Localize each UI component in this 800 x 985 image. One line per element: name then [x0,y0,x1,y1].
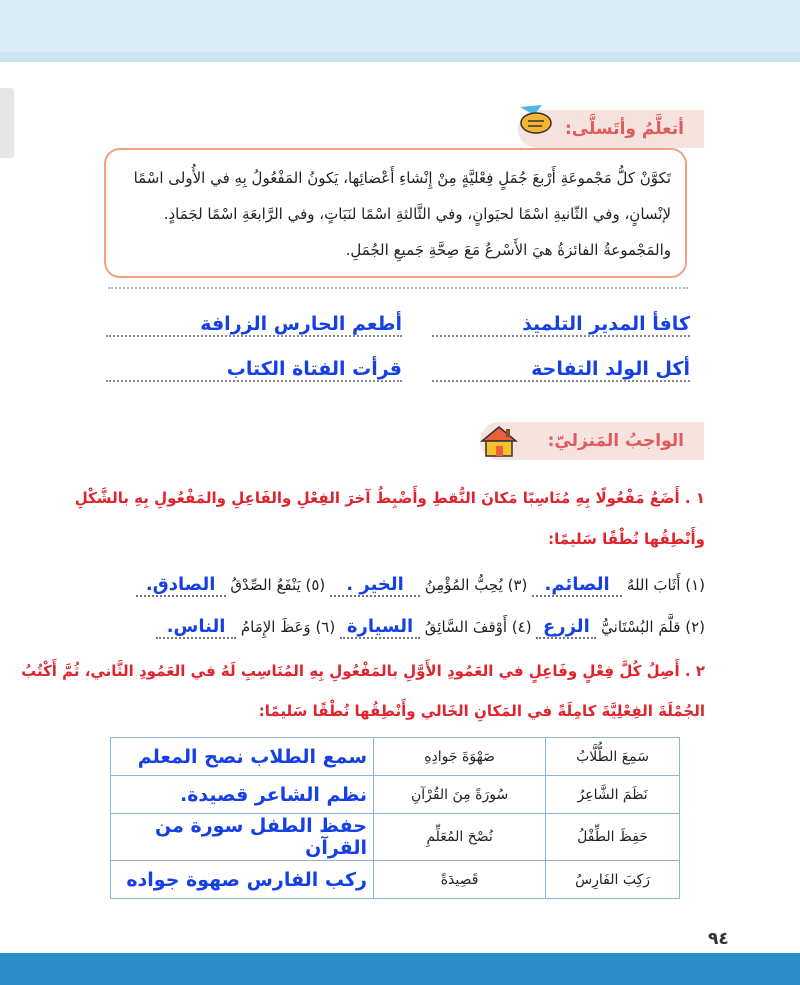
verb-cell: نَظَمَ الشَّاعِرُ [546,776,680,814]
q1-blank[interactable] [156,616,236,639]
q2-title-continued: الجُمْلَةَ الفِعْلِيَّةَ كامِلَةً في المَكانِ الخَالي وأَنْطِقُها نُطْقًا سَليمًا: [258,702,705,720]
sentence-cell[interactable] [111,814,374,861]
answer-sentence: أطعم الحارس الزرافة [200,313,402,335]
q1-prompt: (٥) يَنْفَعُ الصِّدْقُ [230,576,326,594]
answer-sentence: قرأت الفتاة الكتاب [226,358,402,380]
q1-answer: الخير . [346,574,404,595]
bottom-decorative-band [0,953,800,985]
object-cell: صَهْوَةَ جَوادِهِ [374,738,546,776]
page-edge-tab [0,88,14,158]
learn-instructions-box [104,148,687,278]
written-sentence: ركب الفارس صهوة جواده [126,868,367,891]
verb-cell: رَكِبَ الفَارِسُ [546,861,680,899]
q1-prompt: (٣) يُحِبُّ المُؤْمِنُ [424,576,528,594]
q1-blank[interactable] [536,616,596,639]
q1-blank[interactable] [532,574,622,597]
object-cell: قَصِيدَةً [374,861,546,899]
q2-title: ٢ . أَصِلُ كُلَّ فِعْلٍ وفَاعِلٍ في العَمُودِ الأَوَّلِ بالمَفْعُولِ بِهِ المُنَاسِبِ لَهُ في العَمُودِ الثَّاني، ثُمَّ أَكْتُبُ [21,662,705,680]
matching-table [110,737,680,899]
learn-text-line: والمَجْموعةُ الفائزةُ هيَ الأَسْرعُ مَعَ صِحَّةِ جَميعِ الجُمَلِ. [345,241,671,259]
written-sentence: نظم الشاعر قصيدة. [179,783,367,806]
q1-answer: الصائم. [544,574,610,595]
verb-cell: حَفِظَ الطِّفْلُ [546,814,680,861]
q1-prompt: (٦) وَعَظَ الإِمَامُ [240,618,336,636]
q1-line-2 [156,616,705,639]
q1-blank[interactable] [330,574,420,597]
learn-text-line: لإنْسانٍ، وفي الثّانيةِ اسْمًا لحيَوانٍ، وفي الثَّالثةِ اسْمًا لنَبَاتٍ، وفي الرَّابعَةِ اسْمًا لجَمَادٍ. [163,205,671,223]
q1-title: ١ . أَضَعُ مَفْعُولًا بِهِ مُنَاسِبًا مَكانَ النُّقطِ وأَضْبِطُ آخرَ الفِعْلِ والفَاعِلِ والمَفْعُولِ بِهِ بالشَّكْلِ [74,489,705,507]
page-number: ٩٤ [708,929,729,949]
divider [108,287,688,289]
learn-text-line: تَكوَّنْ كلُّ مَجْموعَةِ أَرْبعَ جُمَلٍ فِعْليَّةٍ مِنْ إِنْشاءِ أَعْضائِها، يَكونُ المَفْعُولُ بِهِ في الأُولى اسْمًا [133,169,671,187]
answer-sentence: كافأ المدير التلميذ [522,313,690,335]
q1-answer: الزرع [542,616,590,637]
verb-cell: سَمِعَ الطُّلَّابُ [546,738,680,776]
q1-answer: السيارة [346,616,414,637]
q1-answer: الناس. [166,616,226,637]
q1-line-1 [136,574,705,597]
sentence-cell[interactable] [111,738,374,776]
q1-blank[interactable] [340,616,420,639]
written-sentence: سمع الطلاب نصح المعلم [137,745,367,768]
answer-line[interactable] [432,350,690,382]
q1-prompt: (١) أَثَابَ اللهُ [626,576,705,594]
answer-line[interactable] [106,350,402,382]
q1-prompt: (٤) أَوْقفَ السَّائِقُ [424,618,532,636]
answer-line[interactable] [432,305,690,337]
table-row [111,861,680,899]
house-icon [478,424,520,458]
table-row [111,738,680,776]
speech-bubbles-icon [514,103,556,137]
q1-title-continued: وأَنْطِقُها نُطْقًا سَليمًا: [548,530,705,548]
sentence-cell[interactable] [111,776,374,814]
top-decorative-band [0,0,800,62]
q1-prompt: (٢) قلَّمَ البُسْتَانيُّ [601,618,705,636]
object-cell: نُصْحَ المُعَلِّمِ [374,814,546,861]
written-sentence: حفظ الطفل سورة من القرآن [155,815,367,859]
q1-answer: الصادق. [145,574,216,595]
table-row [111,776,680,814]
answer-line[interactable] [106,305,402,337]
q1-blank[interactable] [136,574,226,597]
answer-sentence: أكل الولد التفاحة [531,358,690,380]
homework-section-title: الواجبُ المَنزليّ: [547,431,684,451]
sentence-cell[interactable] [111,861,374,899]
learn-section-title: أتعلَّمُ وأتَسلَّى: [564,119,684,139]
table-row [111,814,680,861]
object-cell: سُورَةً مِنَ القُرْآنِ [374,776,546,814]
